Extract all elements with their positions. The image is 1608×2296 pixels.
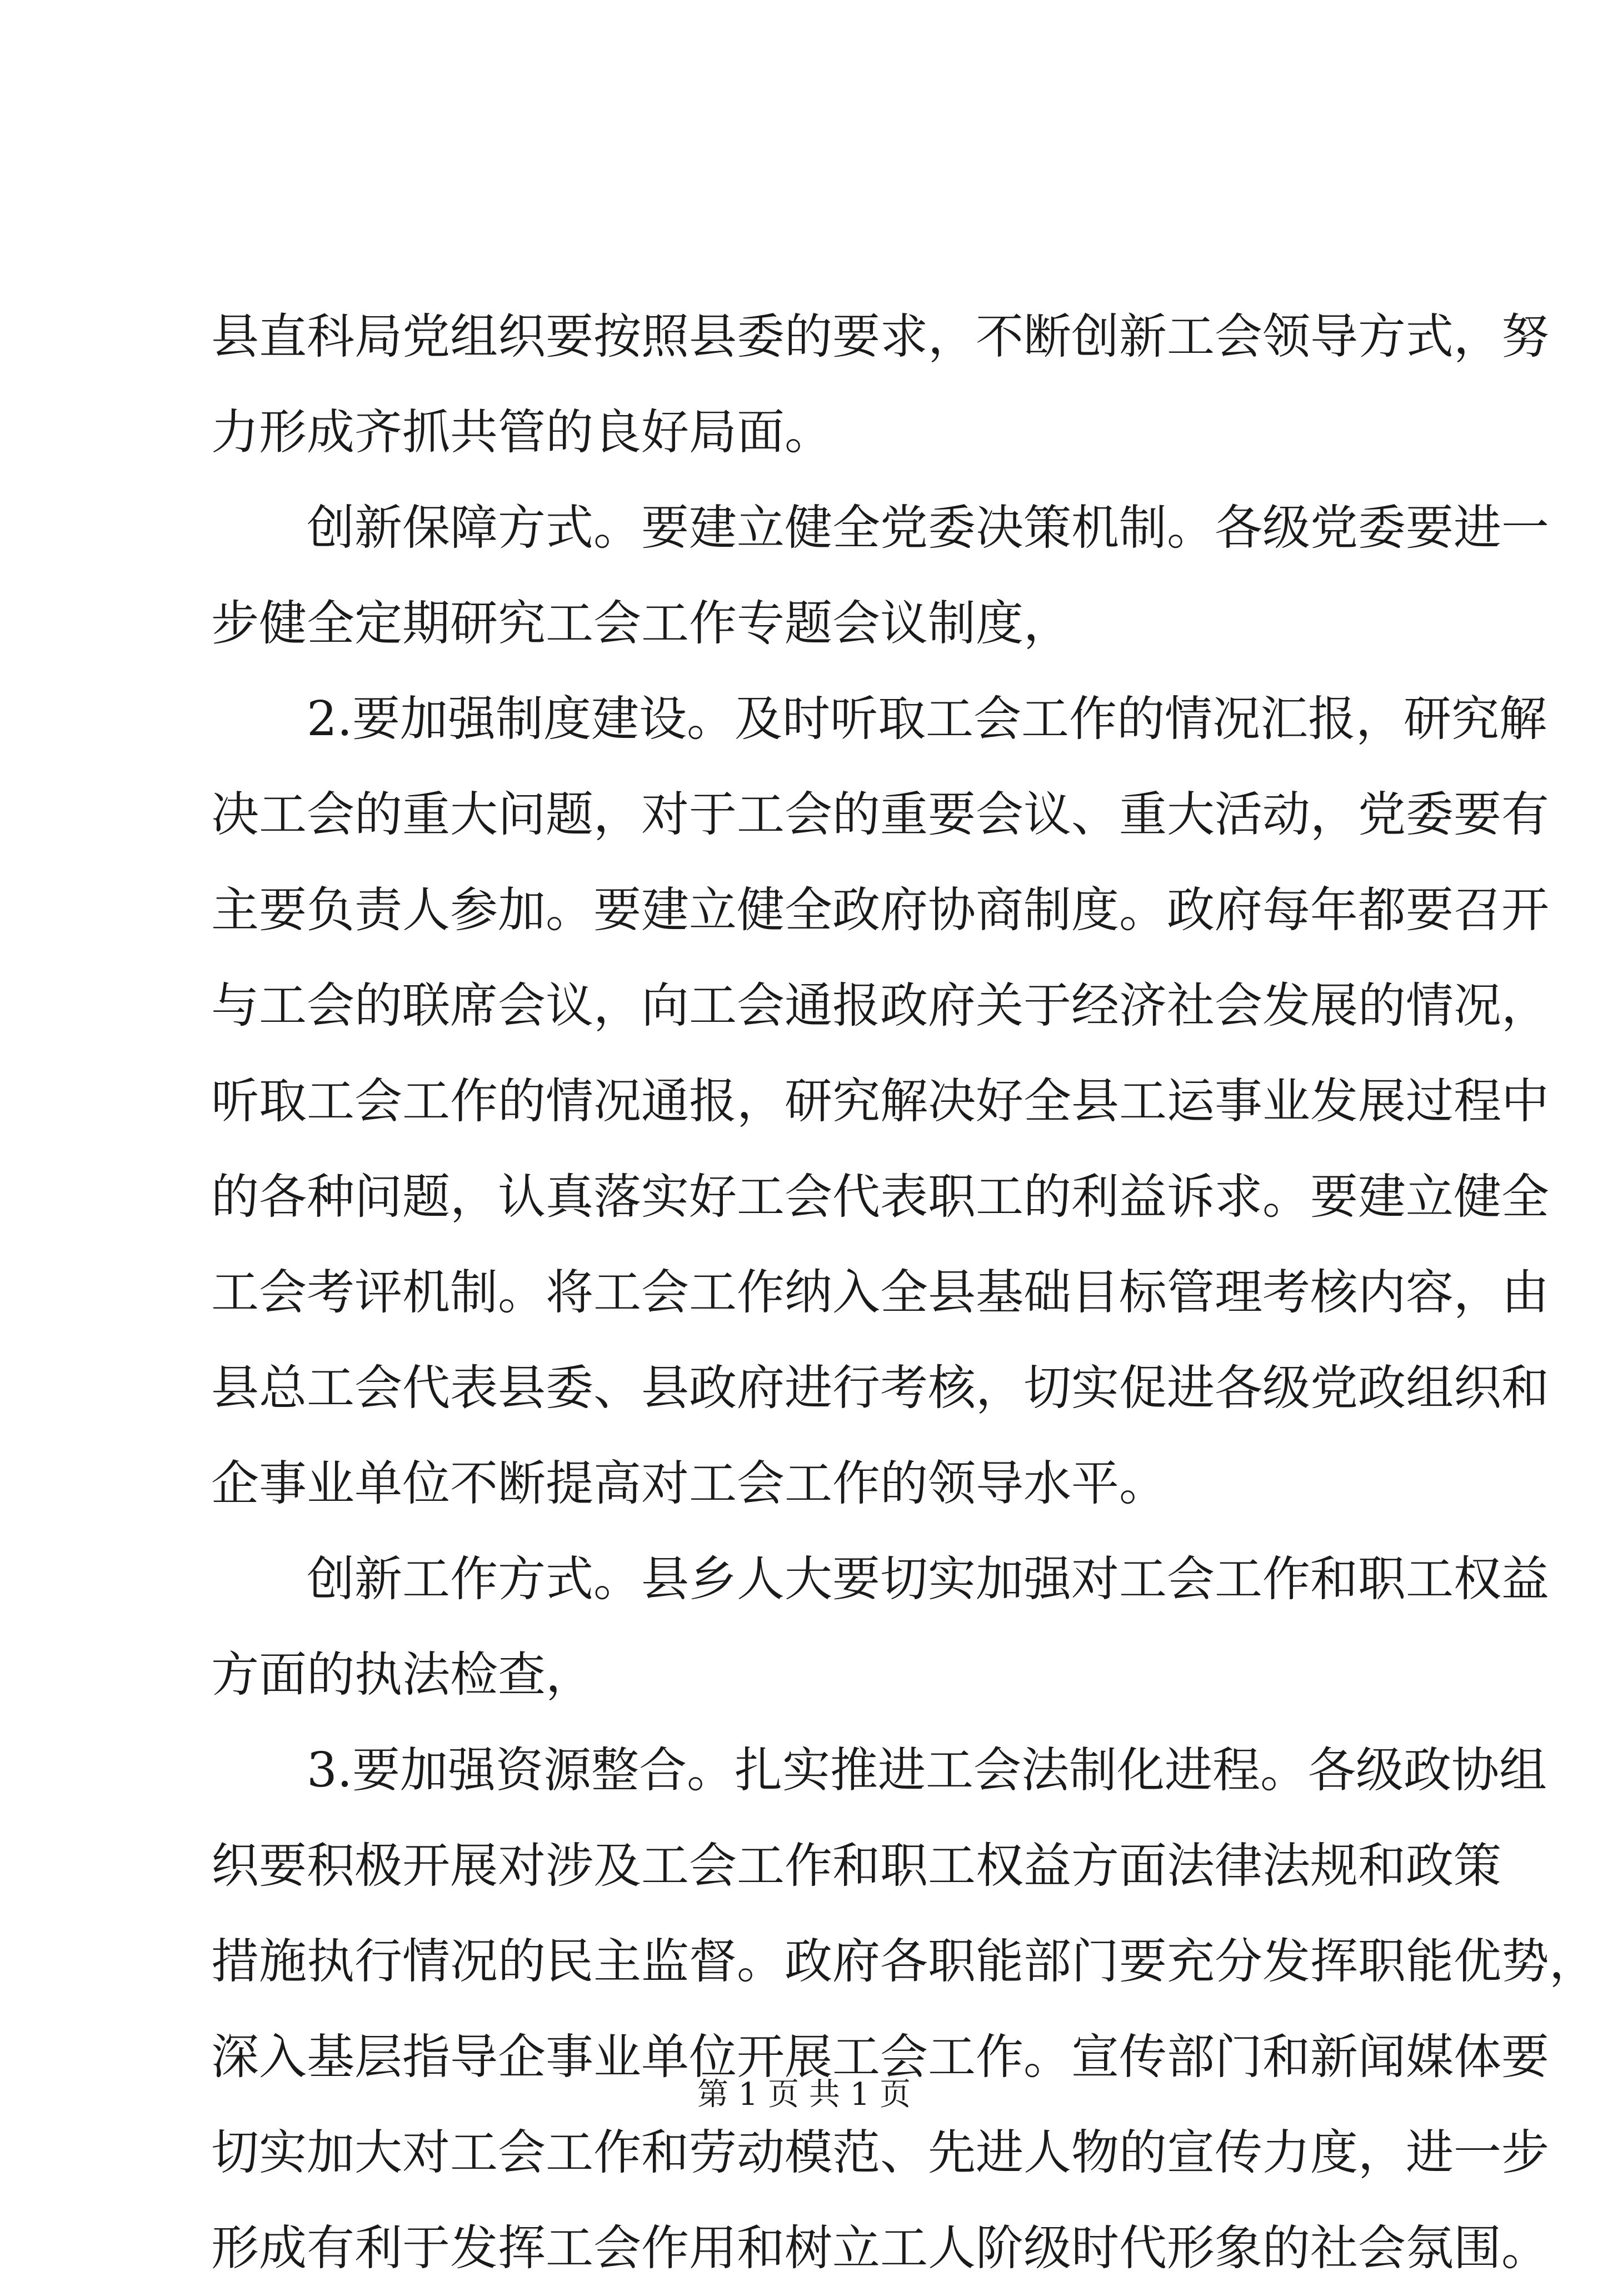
- text-line: 的各种问题，认真落实好工会代表职工的利益诉求。要建立健全: [211, 1169, 1549, 1225]
- text-line: 听取工会工作的情况通报，研究解决好全县工运事业发展过程中: [211, 1074, 1549, 1129]
- text-line: 深入基层指导企事业单位开展工会工作。宣传部门和新闻媒体要: [211, 2029, 1549, 2085]
- text-line: 创新工作方式。县乡人大要切实加强对工会工作和职工权益: [307, 1551, 1549, 1607]
- page-number-label: 第 1 页 共 1 页: [697, 2077, 911, 2113]
- text-line: 企事业单位不断提高对工会工作的领导水平。: [211, 1456, 1167, 1511]
- text-line: 决工会的重大问题，对于工会的重要会议、重大活动，党委要有: [211, 787, 1549, 842]
- text-line: 3.要加强资源整合。扎实推进工会法制化进程。各级政协组: [307, 1743, 1547, 1798]
- page-footer: [0, 2073, 1608, 2117]
- text-line: 与工会的联席会议，向工会通报政府关于经济社会发展的情况，: [211, 978, 1549, 1034]
- text-line: 创新保障方式。要建立健全党委决策机制。各级党委要进一: [307, 500, 1549, 556]
- text-line: 切实加大对工会工作和劳动模范、先进人物的宣传力度，进一步: [211, 2125, 1549, 2180]
- text-line: 方面的执法检查，: [211, 1647, 593, 1703]
- text-line: 县直科局党组织要按照县委的要求，不断创新工会领导方式，努: [211, 309, 1549, 365]
- document-body: [211, 289, 1597, 2296]
- text-line: 步健全定期研究工会工作专题会议制度，: [211, 596, 1071, 651]
- text-line: 工会考评机制。将工会工作纳入全县基础目标管理考核内容，由: [211, 1265, 1549, 1320]
- text-line: 力形成齐抓共管的良好局面。: [211, 405, 832, 460]
- text-line: 2.要加强制度建设。及时听取工会工作的情况汇报，研究解: [307, 691, 1547, 747]
- text-line: 主要负责人参加。要建立健全政府协商制度。政府每年都要召开: [211, 882, 1549, 938]
- text-line: 县总工会代表县委、县政府进行考核，切实促进各级党政组织和: [211, 1360, 1549, 1416]
- text-line: 织要积极开展对涉及工会工作和职工权益方面法律法规和政策: [211, 1838, 1501, 1894]
- text-line: 措施执行情况的民主监督。政府各职能部门要充分发挥职能优势，: [211, 1934, 1597, 1989]
- text-line: 形成有利于发挥工会作用和树立工人阶级时代形象的社会氛围。: [211, 2220, 1549, 2276]
